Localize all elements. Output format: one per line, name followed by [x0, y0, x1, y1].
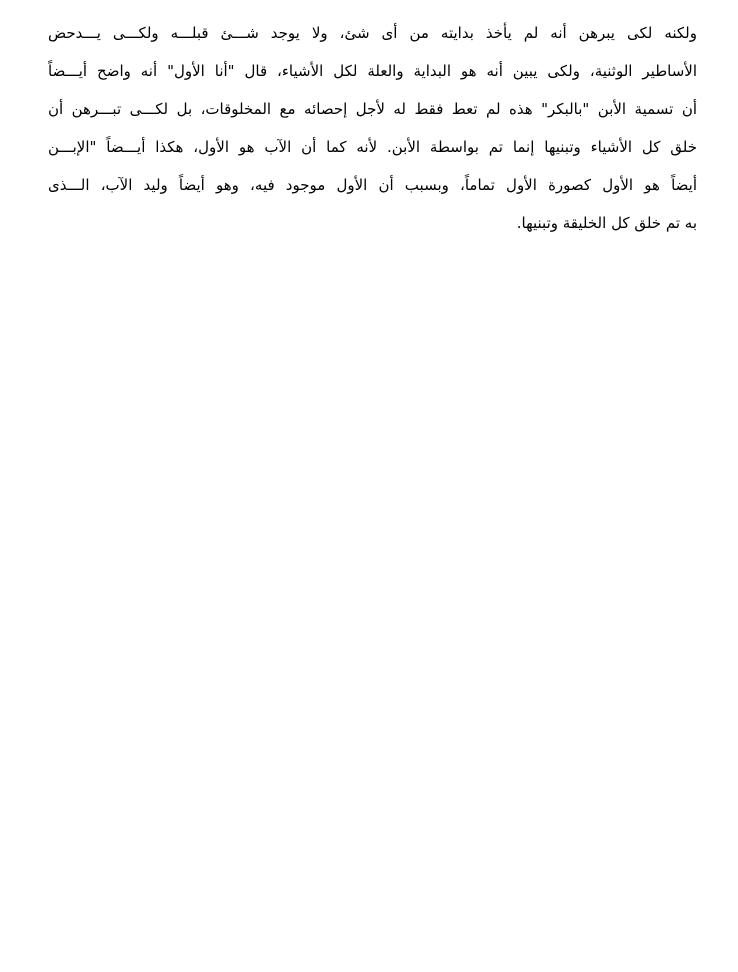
paragraph-line: أن تسمية الأبن "بالبكر" هذه لم تعط فقط له لأجل إحصائه مع المخلوقات، بل لكـــى تبـــرهن أن	[48, 100, 697, 118]
paragraph-line: الأساطير الوثنية، ولكى يبين أنه هو البداية والعلة لكل الأشياء، قال "أنا الأول" أنه واضح أيـــضاً	[48, 62, 697, 80]
paragraph-line: أيضاً هو الأول كصورة الأول تماماً، وبسبب أن الأول موجود فيه، وهو أيضاً وليد الآب، الـــذى	[48, 176, 697, 194]
paragraph	[48, 18, 697, 246]
paragraph-line: ولكنه لكى يبرهن أنه لم يأخذ بدايته من أى شئ، ولا يوجد شـــئ قبلـــه ولكـــى يـــدحض	[48, 24, 697, 42]
paragraph-line: خلق كل الأشياء وتبنيها إنما تم بواسطة الأبن. لأنه كما أن الآب هو الأول، هكذا أيـــضاً "الإبـــن	[48, 138, 697, 156]
paragraph-line: به تم خلق كل الخليقة وتبنيها.	[516, 214, 697, 232]
